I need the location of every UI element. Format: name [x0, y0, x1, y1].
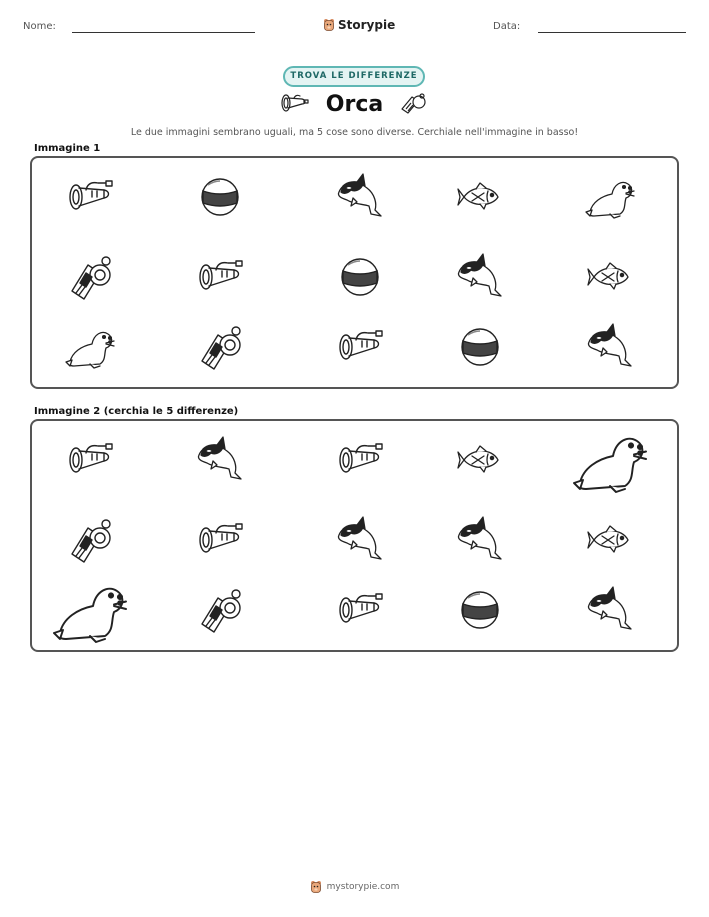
image1-panel [30, 156, 679, 389]
image1-orca-icon [337, 174, 383, 220]
image1-whistle-icon [68, 253, 112, 301]
image2-fish-icon[interactable] [588, 520, 632, 560]
image1-fish-icon [458, 177, 502, 217]
worksheet-header [0, 18, 709, 38]
footer-url[interactable]: mystorypie.com [326, 882, 400, 892]
brand-name: Storypie [338, 18, 396, 32]
image2-trumpet-icon[interactable] [198, 520, 242, 560]
image1-ball-icon [200, 177, 240, 217]
image1-trumpet-icon [68, 177, 112, 217]
image2-trumpet-icon[interactable] [338, 440, 382, 480]
image2-orca-icon[interactable] [587, 587, 633, 633]
footer [0, 880, 709, 894]
image2-fish-icon[interactable] [458, 440, 502, 480]
image1-whistle-icon [198, 323, 242, 371]
date-label: Data: [493, 21, 521, 32]
image2-trumpet-icon[interactable] [68, 440, 112, 480]
image1-trumpet-icon [198, 257, 242, 297]
image2-orca-icon[interactable] [197, 437, 243, 483]
brand-logo[interactable] [323, 18, 395, 32]
name-label: Nome: [23, 21, 56, 32]
image2-trumpet-icon[interactable] [338, 590, 382, 630]
image2-orca-icon[interactable] [337, 517, 383, 563]
image1-label: Immagine 1 [34, 143, 101, 154]
storypie-bear-icon [323, 18, 335, 32]
image2-whistle-icon[interactable] [198, 586, 242, 634]
worksheet-title: Orca [325, 92, 384, 117]
image1-ball-icon [460, 327, 500, 367]
image1-fish-icon [588, 257, 632, 297]
image2-orca-icon[interactable] [457, 517, 503, 563]
image1-trumpet-icon [338, 327, 382, 367]
image2-seal-icon[interactable] [54, 576, 126, 645]
image2-ball-icon[interactable] [460, 590, 500, 630]
image2-seal-icon[interactable] [574, 426, 646, 495]
image2-label: Immagine 2 (cerchia le 5 differenze) [34, 406, 239, 417]
image1-orca-icon [457, 254, 503, 300]
storypie-bear-icon [310, 880, 322, 894]
image2-whistle-icon[interactable] [68, 516, 112, 564]
worksheet-title-row [0, 92, 709, 117]
image1-seal-icon [66, 324, 114, 370]
instruction-text: Le due immagini sembrano uguali, ma 5 cose sono diverse. Cerchiale nell'immagine in basso! [130, 127, 579, 138]
date-field[interactable] [538, 32, 686, 33]
image1-ball-icon [340, 257, 380, 297]
image2-panel[interactable] [30, 419, 679, 652]
image1-seal-icon [586, 174, 634, 220]
image1-orca-icon [587, 324, 633, 370]
activity-badge: TROVA LE DIFFERENZE [283, 66, 425, 87]
name-field[interactable] [72, 32, 255, 33]
